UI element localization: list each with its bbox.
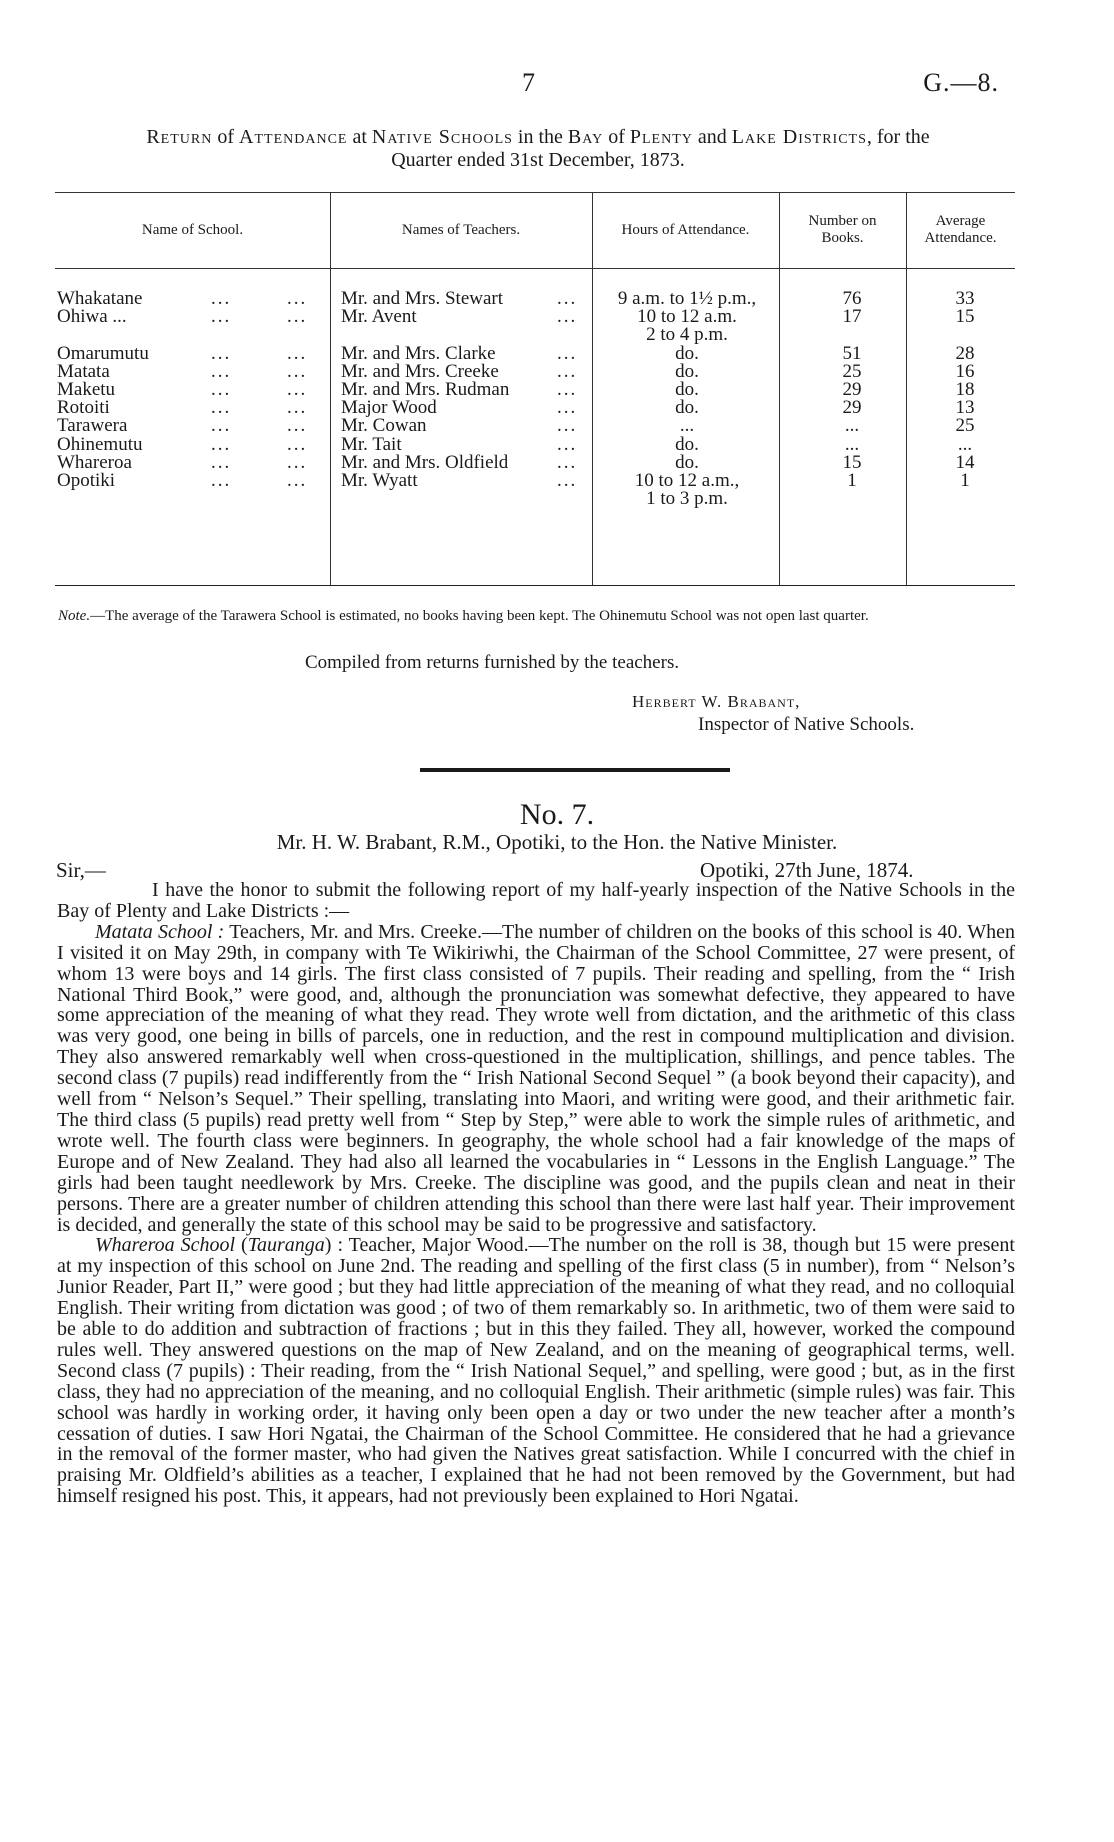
books-cell: 29: [842, 397, 862, 419]
books-cell: ...: [844, 433, 860, 455]
leader-dots: ...: [287, 306, 308, 328]
header-hours: Hours of Attendance.: [621, 221, 750, 238]
leader-dots: ...: [557, 288, 578, 309]
leader-dots: ...: [557, 306, 578, 328]
books-cell: 76: [842, 288, 862, 309]
school-name-cell: Whakatane ... ...: [57, 288, 308, 309]
average-cell: 13: [955, 397, 975, 419]
teacher-cell: Mr. and Mrs. Oldfield ...: [341, 451, 578, 473]
school-name-cell: Ohiwa ... ... ...: [57, 306, 308, 328]
whareroa-text: : Teacher, Major Wood.—The number on the roll is 38, though but 15 were present at my inspection of this school on June 2nd. The reading and spelling of the first class (5 in number), from “ Nelson’s Junior Reader, Part II,” were good ; but they had little appreciation of the meaning of what they read, and no colloquial English. Their writing from dictation was good ; of two of them remarkably so. In arithmetic, two of them were said to be able to do addition and subtraction of fractions ; but in this they failed. They all, however, worked the compound rules well. They answered questions on the map of New Zealand, and on the meaning of geographical terms, well. Second class (7 pupils) : Their reading, from the “ Irish National Sequel,” and spelling, were good ; but, as in the first class, they had no appreciation of the meaning, and no colloquial English. Their arithmetic (simple rules) was fair. This school was hardly in working order, it having only been open a day or two under the new teacher after a month’s cessation of duties. I saw Hori Ngatai, the Chairman of the School Committee. He considered that he had a grievance in the removal of the former master, who had given the Natives great satisfaction. While I concurred with the chief in praising Mr. Oldfield’s abilities as a teacher, I explained that he had not been removed by the Government, but had himself resigned his post. This, it appears, had not previously been explained to Hori Ngatai.: [57, 1234, 1015, 1508]
hours-cell: ...: [679, 415, 695, 437]
teacher-cell: Mr. Tait ...: [341, 433, 578, 455]
average-cell: 15: [955, 306, 975, 328]
leader-dots: ...: [557, 433, 578, 455]
books-cell: 15: [842, 451, 862, 473]
whareroa-title: Whareroa School: [95, 1234, 236, 1257]
signature-name: Herbert W. Brabant,: [632, 692, 801, 711]
header-school-name: Name of School.: [141, 221, 244, 238]
return-title-line2: Quarter ended 31st December, 1873.: [391, 149, 685, 171]
leader-dots: ...: [557, 451, 578, 473]
leader-dots: ...: [211, 288, 232, 309]
table-header-rule: [55, 268, 1015, 269]
header-teachers: Names of Teachers.: [401, 221, 521, 238]
school-name-cell: Omarumutu ... ...: [57, 342, 308, 364]
leader-dots: ...: [211, 415, 232, 437]
hours-cell: do.: [675, 451, 699, 473]
intro-paragraph: I have the honor to submit the following report of my half-yearly inspection of the Native Schools in the Bay of Plenty and Lake Districts :—: [57, 879, 1015, 922]
hours-cell: do.: [675, 360, 699, 382]
leader-dots: ...: [287, 379, 308, 400]
hours-cell: do.: [675, 342, 699, 364]
leader-dots: ...: [287, 397, 308, 419]
average-cell: 16: [955, 360, 975, 382]
average-cell: 25: [955, 415, 975, 437]
hours-cell: do.: [675, 433, 699, 455]
teacher-cell: Mr. Wyatt ...: [341, 470, 578, 491]
matata-paragraph: [57, 922, 1015, 1236]
average-cell: 14: [955, 451, 975, 473]
table-row: [55, 488, 1015, 510]
leader-dots: ...: [211, 360, 232, 382]
leader-dots: ...: [287, 451, 308, 473]
leader-dots: ...: [557, 342, 578, 364]
hours-cell: 1 to 3 p.m.: [646, 488, 728, 510]
letter-number: No. 7.: [519, 798, 595, 831]
header-books: Number on Books.: [808, 213, 877, 246]
leader-dots: ...: [287, 433, 308, 455]
school-name-cell: Ohinemutu ... ...: [57, 433, 308, 455]
return-title: Return of Attendance at Native Schools in the Bay of Plenty and Lake Districts, for the Quarter ended 31st December, 1873.: [58, 126, 1018, 172]
leader-dots: ...: [287, 342, 308, 364]
school-name-cell: Matata ... ...: [57, 360, 308, 382]
signature-title: Inspector of Native Schools.: [698, 714, 915, 735]
books-cell: 29: [842, 379, 862, 400]
books-cell: 1: [847, 470, 857, 491]
table-bottom-rule: [55, 585, 1015, 586]
average-cell: 28: [955, 342, 975, 364]
leader-dots: ...: [557, 415, 578, 437]
letter-addressee: Mr. H. W. Brabant, R.M., Opotiki, to the Hon. the Native Minister.: [276, 830, 838, 854]
leader-dots: ...: [287, 360, 308, 382]
leader-dots: ...: [287, 415, 308, 437]
hours-cell: do.: [675, 379, 699, 400]
matata-text: Teachers, Mr. and Mrs. Creeke.—The number of children on the books of this school is 40. When I visited it on May 29th, in company with Te Wikiriwhi, the Chairman of the School Committee, 27 were present, of whom 13 were boys and 14 girls. The first class consisted of 7 pupils. Their reading and spelling, from the “ Irish National Third Book,” were good, and, although the pronunciation was somewhat defective, they appeared to have some appreciation of the meaning of what they read. They wrote well from dictation, and the arithmetic of this class was very good, one being in bills of parcels, one in reduction, and the rest in compound multiplication and division. They also answered remarkably well when cross-questioned in the multiplication, shillings, and pence tables. The second class (7 pupils) read indifferently from the “ Irish National Second Sequel ” (a book beyond their capacity), and well from “ Nelson’s Sequel.” Their spelling, translating into Maori, and writing were good, and their arithmetic fair. The third class (5 pupils) read pretty well from “ Step by Step,” were able to work the simple rules of arithmetic, and wrote well. The fourth class were beginners. In geography, the whole school had a fair knowledge of the maps of Europe and of New Zealand. They had also all learned the vocabularies in “ Lessons in the English Language.” The girls had been taught needlework by Mrs. Creeke. The discipline was good, and the pupils clean and neat in their persons. There are a greater number of children attending this school than there were last half year. Their improvement is decided, and generally the state of this school may be said to be progressive and satisfactory.: [57, 920, 1015, 1236]
leader-dots: ...: [211, 397, 232, 419]
leader-dots: ...: [211, 306, 232, 328]
matata-title: Matata School :: [95, 920, 225, 943]
average-cell: 1: [960, 470, 970, 491]
school-name-cell: Whareroa ... ...: [57, 451, 308, 473]
school-name-cell: Opotiki ... ...: [57, 470, 308, 491]
leader-dots: ...: [557, 360, 578, 382]
page-number: 7: [522, 68, 535, 97]
school-name-cell: Maketu ... ...: [57, 379, 308, 400]
teacher-cell: Mr. Cowan ...: [341, 415, 578, 437]
letter-salutation: Sir,—: [56, 858, 106, 882]
compiled-statement: Compiled from returns furnished by the teachers.: [305, 652, 680, 673]
note-text: —The average of the Tarawera School is estimated, no books having been kept. The Ohinemutu School was not open last quarter.: [90, 608, 869, 624]
leader-dots: ...: [211, 470, 232, 491]
average-cell: 33: [955, 288, 975, 309]
leader-dots: ...: [287, 470, 308, 491]
letter-body: [57, 880, 1015, 1507]
note-label: Note.: [58, 608, 91, 624]
books-cell: ...: [844, 415, 860, 437]
leader-dots: ...: [211, 433, 232, 455]
whareroa-location: Tauranga: [247, 1234, 325, 1257]
teacher-cell: Mr. and Mrs. Creeke ...: [341, 360, 578, 382]
teacher-cell: Mr. Avent ...: [341, 306, 578, 328]
leader-dots: ...: [211, 379, 232, 400]
teacher-cell: Mr. and Mrs. Stewart ...: [341, 288, 578, 309]
hours-cell: 10 to 12 a.m.: [637, 306, 737, 328]
leader-dots: ...: [557, 379, 578, 400]
teacher-cell: Major Wood ...: [341, 397, 578, 419]
hours-cell: do.: [675, 397, 699, 419]
books-cell: 17: [842, 306, 862, 328]
leader-dots: ...: [287, 288, 308, 309]
header-average: Average Attendance.: [924, 213, 997, 246]
teacher-cell: Mr. and Mrs. Rudman ...: [341, 379, 578, 400]
books-cell: 25: [842, 360, 862, 382]
letter-place-date: Opotiki, 27th June, 1874.: [700, 858, 914, 882]
average-cell: ...: [957, 433, 973, 455]
page-reference: G.—8.: [923, 68, 999, 97]
hours-cell: 10 to 12 a.m.,: [634, 470, 740, 491]
teacher-cell: Mr. and Mrs. Clarke ...: [341, 342, 578, 364]
school-name-cell: Tarawera ... ...: [57, 415, 308, 437]
school-name-cell: Rotoiti ... ...: [57, 397, 308, 419]
books-cell: 51: [842, 342, 862, 364]
whareroa-paragraph: Whareroa School (Tauranga) : Teacher, Major Wood.—The number on the roll is 38, though but 15 were present at my inspection of this school on June 2nd. The reading and spelling of the first class (5 in number), from “ Nelson’s Junior Reader, Part II,” were good ; but they had little appreciation of the meaning of what they read, and no colloquial English. Their writing from dictation was good ; of two of them remarkably so. In arithmetic, two of them were said to be able to do addition and subtraction of fractions ; but in this they failed. They all, however, worked the compound rules well. They answered questions on the map of New Zealand, and on the meaning of geographical terms, well. Second class (7 pupils) : Their reading, from the “ Irish National Sequel,” and spelling, were good ; but, as in the first class, they had no appreciation of the meaning, and no colloquial English. Their arithmetic (simple rules) was fair. This school was hardly in working order, it having only been open a day or two under the new teacher after a month’s cessation of duties. I saw Hori Ngatai, the Chairman of the School Committee. He considered that he had a grievance in the removal of the former master, who had given the Natives great satisfaction. While I concurred with the chief in praising Mr. Oldfield’s abilities as a teacher, I explained that he had not been removed by the Government, but had himself resigned his post. This, it appears, had not previously been explained to Hori Ngatai.: [57, 1234, 1015, 1508]
leader-dots: ...: [557, 470, 578, 491]
leader-dots: ...: [211, 451, 232, 473]
leader-dots: ...: [211, 342, 232, 364]
average-cell: 18: [955, 379, 975, 400]
table-note: [58, 607, 1018, 626]
hours-cell: 9 a.m. to 1½ p.m.,: [617, 288, 757, 309]
hours-cell: 2 to 4 p.m.: [646, 324, 728, 346]
section-divider: [420, 768, 730, 772]
leader-dots: ...: [557, 397, 578, 419]
